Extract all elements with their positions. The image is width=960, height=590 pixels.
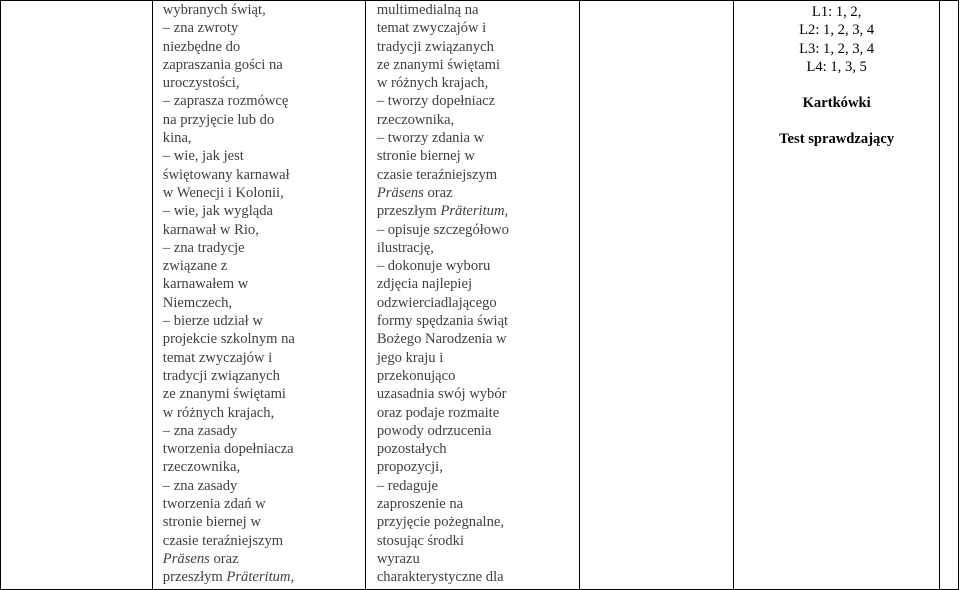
text-line: na przyjęcie lub do [162, 111, 275, 128]
text-line: w Wenecji i Kolonii, [162, 184, 284, 201]
lesson-ref-line: L2: 1, 2, 3, 4 [799, 22, 875, 39]
text-line: oraz podaje rozmaite [376, 404, 500, 421]
text-line: zdjęcia najlepiej [376, 276, 473, 293]
text-line: – zna zwroty [162, 20, 239, 37]
text-line: – wie, jak wygląda [162, 203, 274, 220]
text-line: ilustrację, [376, 239, 434, 256]
empty-cell [939, 1, 958, 590]
text-line: czasie teraźniejszym [376, 166, 498, 183]
text-line: ze znanymi świętami [162, 386, 286, 403]
text-line: – zna zasady [162, 422, 238, 439]
text-line: – redaguje [376, 477, 438, 494]
text-line: Präsens oraz [162, 550, 239, 567]
text-line: projekcie szkolnym na [162, 331, 295, 348]
text-line: uzasadnia swój wybór [376, 386, 507, 403]
text-line: wyrazu [376, 550, 420, 567]
text-line: w różnych krajach, [376, 75, 489, 92]
text-line: ze znanymi świętami [376, 56, 501, 73]
assessment-cell [734, 1, 939, 590]
text-line: – opisuje szczegółowo [376, 221, 509, 238]
text-line: karnawałem w [162, 276, 249, 293]
advanced-skills-cell [365, 1, 579, 590]
text-line: przyjęcie pożegnalne, [376, 514, 505, 531]
text-line: pozostałych [376, 441, 447, 458]
text-line: stronie biernej w [162, 514, 261, 531]
text-line: stronie biernej w [376, 148, 475, 165]
text-line: – wie, jak jest [162, 148, 244, 165]
text-line: formy spędzania świąt [376, 313, 509, 330]
text-line: powody odrzucenia [376, 422, 492, 439]
text-line: propozycji, [376, 459, 443, 476]
text-line: tworzenia dopełniacza [162, 441, 294, 458]
text-line: stosując środki [376, 532, 464, 549]
text-line: multimedialną na [376, 2, 479, 18]
text-line: – zaprasza rozmówcę [162, 93, 289, 110]
text-line: – dokonuje wyboru [376, 258, 491, 275]
text-line: temat zwyczajów i [162, 349, 273, 366]
text-line: temat zwyczajów i [376, 20, 487, 37]
text-line: – zna tradycje [162, 239, 245, 256]
text-line: zaproszenie na [376, 496, 464, 513]
lesson-ref-line: L4: 1, 3, 5 [806, 58, 867, 75]
text-line: – zna zasady [162, 477, 238, 494]
text-line: rzeczownika, [376, 111, 455, 128]
text-line: świętowany karnawał [162, 166, 290, 183]
text-line: odzwierciadlającego [376, 294, 497, 311]
table-row [1, 1, 959, 590]
quizzes-label: Kartkówki [802, 95, 871, 112]
text-line: wybranych świąt, [162, 2, 266, 18]
text-line: czasie teraźniejszym [162, 532, 284, 549]
text-line: przeszłym Präteritum, [162, 569, 295, 586]
text-line: jego kraju i [376, 349, 444, 366]
text-line: związane z [162, 258, 228, 275]
empty-cell [1, 1, 153, 590]
text-line: przekonująco [376, 367, 456, 384]
text-line: – bierze udział w [162, 313, 263, 330]
text-line: Präsens oraz [376, 184, 453, 201]
text-line: charakterystyczne dla [376, 569, 504, 586]
text-line: tradycji związanych [162, 367, 280, 384]
text-line: – tworzy dopełniacz [376, 93, 496, 110]
text-line: karnawał w Rio, [162, 221, 259, 238]
empty-cell [580, 1, 734, 590]
lesson-ref-line: L3: 1, 2, 3, 4 [799, 40, 875, 57]
text-line: Bożego Narodzenia w [376, 331, 507, 348]
text-line: – tworzy zdania w [376, 130, 485, 147]
text-line: przeszłym Präteritum, [376, 203, 509, 220]
student-skills-cell [152, 1, 365, 590]
text-line: zapraszania gości na [162, 56, 283, 73]
test-label: Test sprawdzający [779, 131, 895, 148]
text-line: tworzenia zdań w [162, 496, 266, 513]
lesson-ref-line: L1: 1, 2, [811, 4, 862, 20]
text-line: uroczystości, [162, 75, 240, 92]
text-line: Niemczech, [162, 294, 233, 311]
text-line: rzeczownika, [162, 459, 241, 476]
text-line: tradycji związanych [376, 38, 494, 55]
text-line: niezbędne do [162, 38, 241, 55]
text-line: kina, [162, 130, 192, 147]
text-line: w różnych krajach, [162, 404, 275, 421]
